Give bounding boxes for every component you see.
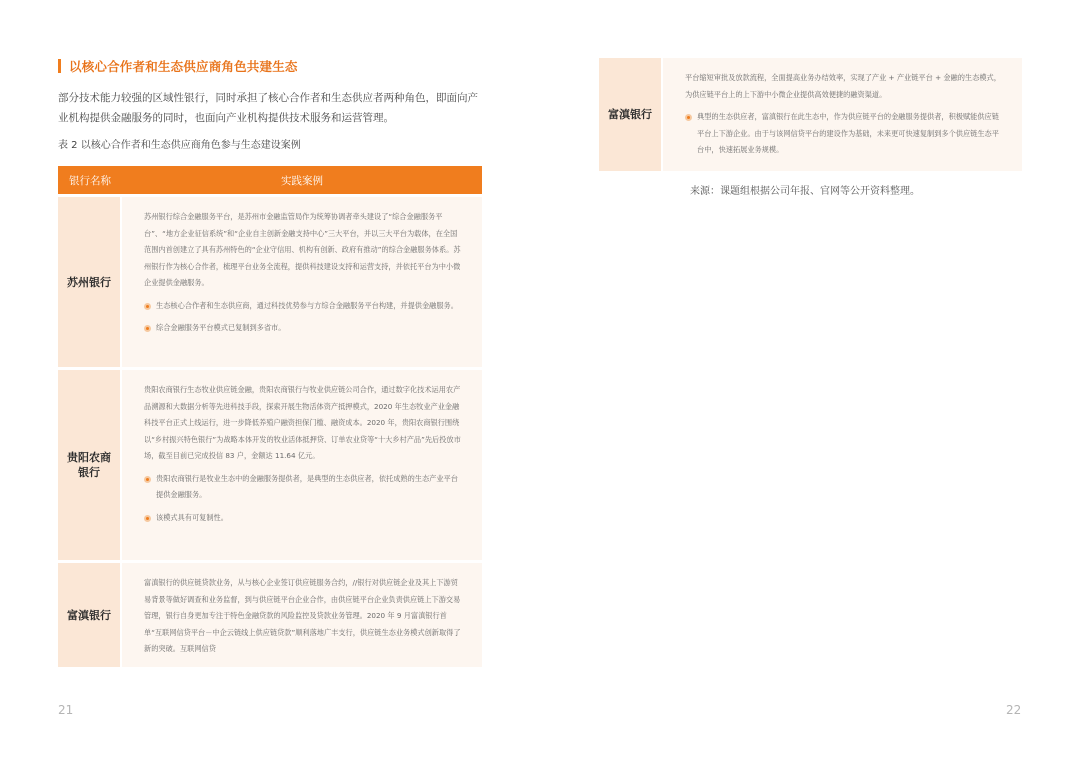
case-table (58, 166, 482, 667)
case-description: 贵阳农商银行生态牧业供应链金融，贵阳农商银行与牧业供应链公司合作，通过数字化技术运用农产品溯源和大数据分析等先进科技手段，探索开展生物活体资产抵押模式，2020 年生态牧业产业金融科技平台正式上线运行，进一步降低养殖户融资担保门槛、融资成本。2020 年，贵阳农商银行围绕以“乡村振兴特色银行”为战略本体开发的牧业活体抵押贷、订单农业贷等“十大乡村产品”先后投放市场，截至目前已完成投信 83 户，金额达 11.64 亿元。 (144, 385, 461, 460)
case-cell (122, 370, 482, 560)
bullet-dot-icon (144, 325, 151, 332)
bank-name-cell: 苏州银行 (58, 197, 120, 367)
bank-name-cell: 富滇银行 (58, 563, 120, 667)
header-practice-case: 实践案例 (281, 174, 323, 187)
case-bullet (144, 298, 462, 315)
right-page (540, 0, 1080, 759)
bullet-text: 该模式具有可复制性。 (156, 512, 228, 522)
bullet-dot-icon (144, 303, 151, 310)
bullet-text: 生态核心合作者和生态供应商，通过科技优势参与方综合金融服务平台构建，并提供金融服务。 (156, 300, 458, 310)
case-description: 富滇银行的供应链贷款业务，从与核心企业签订供应链服务合约，//银行对供应链企业及其上下游贸易背景等做好调查和业务监督，到与供应链平台企业合作，由供应链平台企业负责供应链上下游交易管理，银行自身更加专注于特色金融贷款的风险监控及贷款业务管理。2020 年 9 月富滇银行首单“互联网信贷平台－中企云链线上供应链贷款”顺利落地广丰支行，供应链生态业务模式创新取得了新的突破。互联网信贷 (144, 578, 461, 653)
case-bullet (144, 320, 462, 337)
table-row-suzhou (58, 197, 482, 367)
table-header (58, 166, 482, 194)
bank-name-cell: 富滇银行 (599, 58, 661, 171)
heading-accent-bar (58, 59, 61, 73)
bank-name-cell: 贵阳农商银行 (58, 370, 120, 560)
case-cell (122, 197, 482, 367)
section-heading (58, 57, 298, 75)
case-bullet (144, 471, 462, 504)
bullet-text: 综合金融服务平台模式已复制到多省市。 (156, 323, 286, 332)
case-bullet (144, 510, 462, 527)
bullet-dot-icon (144, 476, 151, 483)
page-number: 21 (58, 703, 74, 717)
case-table-continued (599, 58, 1022, 171)
case-description: 平台缩短审批及放款流程，全面提高业务办结效率，实现了产业 + 产业链平台 + 金融的生态模式，为供应链平台上的上下游中小微企业提供高效便捷的融资渠道。 (685, 73, 1001, 99)
table-caption: 表 2 以核心合作者和生态供应商角色参与生态建设案例 (58, 140, 301, 151)
case-cell (663, 58, 1022, 171)
bullet-dot-icon (144, 515, 151, 522)
intro-paragraph: 部分技术能力较强的区域性银行，同时承担了核心合作者和生态供应者两种角色，即面向产业机构提供金融服务的同时，也面向产业机构提供技术服务和运营管理。 (58, 92, 478, 124)
section-heading-text: 以核心合作者和生态供应商角色共建生态 (69, 59, 298, 74)
table-row-guiyang (58, 370, 482, 560)
page-number: 22 (1006, 703, 1022, 717)
table-row-fudian (58, 563, 482, 667)
source-note: 来源：课题组根据公司年报、官网等公开资料整理。 (690, 186, 920, 197)
bullet-text: 贵阳农商银行是牧业生态中的金融服务提供者，是典型的生态供应者，依托成熟的生态产业平台提供金融服务。 (156, 473, 458, 499)
bullet-text: 典型的生态供应者，富滇银行在此生态中，作为供应链平台的金融服务提供者，积极赋能供应链平台上下游企业。由于与该网信贷平台的建设作为基础，未来更可快速复制到多个供应链生态平台中，快速拓展业务规模。 (697, 112, 999, 154)
header-bank-name: 银行名称 (69, 174, 111, 187)
bullet-dot-icon (685, 114, 692, 121)
case-bullet (685, 109, 1002, 159)
case-description: 苏州银行综合金融服务平台，是苏州市金融监管局作为统筹协调者牵头建设了“综合金融服务平台”、“地方企业征信系统”和“企业自主创新金融支持中心”三大平台，并以三大平台为载体，在全国范围内首创建立了具有苏州特色的“企业守信用、机构有创新、政府有推动”的综合金融服务体系。苏州银行作为核心合作者，梳理平台业务全流程，提供科技建设支持和运营支持，并依托平台为中小微企业提供金融服务。 (144, 212, 461, 287)
case-cell (122, 563, 482, 667)
